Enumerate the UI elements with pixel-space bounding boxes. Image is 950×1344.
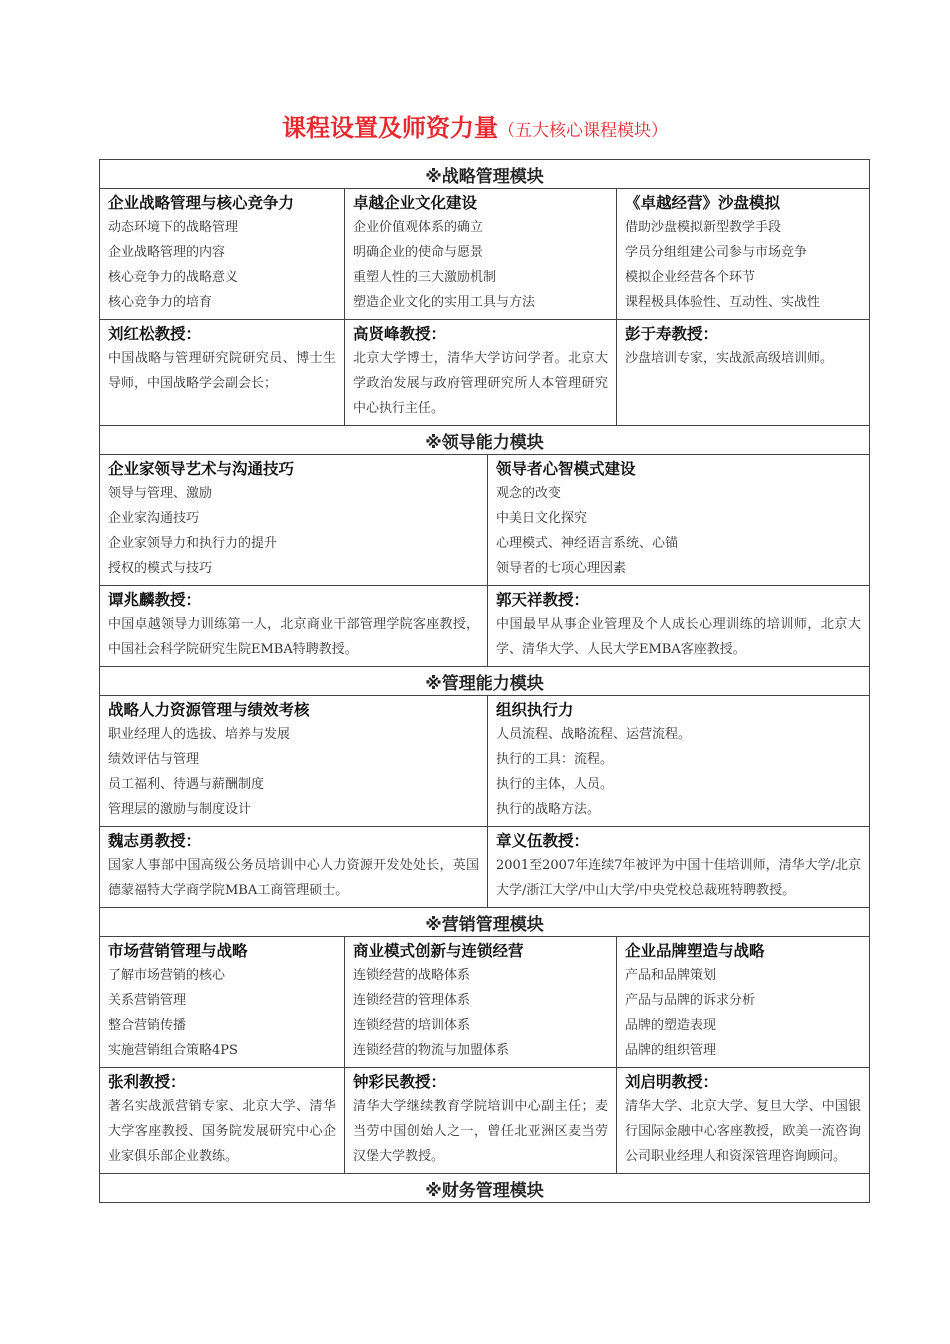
professor-bio: 2001至2007年连续7年被评为中国十佳培训师，清华大学/北京大学/浙江大学/中山大学/中央党校总裁班特聘教授。 bbox=[496, 858, 862, 898]
professor-bio: 中国战略与管理研究院研究员、博士生导师，中国战略学会副会长； bbox=[108, 351, 336, 391]
course-title: 商业模式创新与连锁经营 bbox=[353, 942, 524, 960]
course-cell bbox=[617, 937, 870, 1068]
module-title: ※管理能力模块 bbox=[100, 667, 870, 696]
professor-name: 刘红松教授： bbox=[108, 325, 202, 343]
course-title: 领导者心智模式建设 bbox=[496, 460, 636, 478]
course-item: 产品与品牌的诉求分析 bbox=[625, 993, 756, 1008]
course-item: 管理层的激励与制度设计 bbox=[108, 802, 252, 817]
module-title: ※营销管理模块 bbox=[100, 908, 870, 937]
course-item: 企业家领导力和执行力的提升 bbox=[108, 536, 278, 551]
title-main: 课程设置及师资力量 bbox=[282, 114, 498, 142]
professor-name: 郭天祥教授： bbox=[496, 591, 590, 609]
module-title: ※战略管理模块 bbox=[100, 160, 870, 189]
course-row bbox=[100, 696, 870, 827]
course-item: 学员分组组建公司参与市场竞争 bbox=[625, 245, 808, 260]
course-item: 连锁经营的物流与加盟体系 bbox=[353, 1043, 510, 1058]
course-item: 实施营销组合策略4PS bbox=[108, 1043, 238, 1058]
professor-bio: 著名实战派营销专家、北京大学、清华大学客座教授、国务院发展研究中心企业家俱乐部企业教练。 bbox=[108, 1099, 336, 1164]
professor-bio: 中国最早从事企业管理及个人成长心理训练的培训师，北京大学、清华大学、人民大学EMBA客座教授。 bbox=[496, 617, 862, 657]
course-title: 组织执行力 bbox=[496, 701, 574, 719]
module-header-row bbox=[100, 667, 870, 696]
course-item: 产品和品牌策划 bbox=[625, 968, 717, 983]
professor-cell bbox=[617, 320, 870, 426]
course-cell bbox=[100, 189, 345, 320]
title-sub: （五大核心课程模块） bbox=[498, 121, 668, 141]
professor-name: 钟彩民教授： bbox=[353, 1073, 447, 1091]
professor-cell bbox=[345, 1068, 617, 1174]
course-item: 企业价值观体系的确立 bbox=[353, 220, 484, 235]
professor-bio: 清华大学、北京大学、复旦大学、中国银行国际金融中心客座教授，欧美一流咨询公司职业经理人和资深管理咨询顾问。 bbox=[625, 1099, 862, 1164]
course-item: 心理模式、神经语言系统、心锚 bbox=[496, 536, 679, 551]
professor-cell bbox=[100, 586, 488, 667]
course-item: 职业经理人的选拔、培养与发展 bbox=[108, 727, 291, 742]
professor-cell bbox=[100, 827, 488, 908]
course-item: 执行的战略方法。 bbox=[496, 802, 601, 817]
course-item: 关系营销管理 bbox=[108, 993, 187, 1008]
course-item: 连锁经营的战略体系 bbox=[353, 968, 471, 983]
professor-name: 谭兆麟教授： bbox=[108, 591, 202, 609]
professor-cell bbox=[100, 1068, 345, 1174]
professor-row bbox=[100, 827, 870, 908]
course-item: 品牌的塑造表现 bbox=[625, 1018, 717, 1033]
course-item: 重塑人性的三大激励机制 bbox=[353, 270, 497, 285]
course-item: 塑造企业文化的实用工具与方法 bbox=[353, 295, 536, 310]
curriculum-table bbox=[99, 159, 870, 1203]
professor-bio: 中国卓越领导力训练第一人，北京商业干部管理学院客座教授，中国社会科学院研究生院EMBA特聘教授。 bbox=[108, 617, 479, 657]
professor-cell bbox=[488, 827, 870, 908]
professor-cell bbox=[617, 1068, 870, 1174]
professor-name: 章义伍教授： bbox=[496, 832, 590, 850]
course-cell bbox=[100, 455, 488, 586]
professor-cell bbox=[345, 320, 617, 426]
course-item: 领导与管理、激励 bbox=[108, 486, 213, 501]
course-item: 模拟企业经营各个环节 bbox=[625, 270, 756, 285]
professor-bio: 北京大学博士，清华大学访问学者。北京大学政治发展与政府管理研究所人本管理研究中心执行主任。 bbox=[353, 351, 608, 416]
course-item: 品牌的组织管理 bbox=[625, 1043, 717, 1058]
course-item: 人员流程、战略流程、运营流程。 bbox=[496, 727, 692, 742]
course-title: 卓越企业文化建设 bbox=[353, 194, 478, 212]
course-item: 领导者的七项心理因素 bbox=[496, 561, 627, 576]
course-item: 绩效评估与管理 bbox=[108, 752, 200, 767]
professor-row bbox=[100, 1068, 870, 1174]
course-item: 核心竞争力的战略意义 bbox=[108, 270, 239, 285]
course-row bbox=[100, 189, 870, 320]
course-item: 观念的改变 bbox=[496, 486, 562, 501]
course-item: 企业战略管理的内容 bbox=[108, 245, 226, 260]
module-header-row bbox=[100, 908, 870, 937]
course-cell bbox=[345, 189, 617, 320]
professor-name: 魏志勇教授： bbox=[108, 832, 202, 850]
course-item: 借助沙盘模拟新型教学手段 bbox=[625, 220, 782, 235]
course-item: 授权的模式与技巧 bbox=[108, 561, 213, 576]
course-cell bbox=[345, 937, 617, 1068]
professor-name: 彭于寿教授： bbox=[625, 325, 719, 343]
course-cell bbox=[617, 189, 870, 320]
professor-name: 刘启明教授： bbox=[625, 1073, 719, 1091]
course-item: 员工福利、待遇与薪酬制度 bbox=[108, 777, 265, 792]
module-header-row bbox=[100, 1174, 870, 1203]
professor-row bbox=[100, 320, 870, 426]
course-item: 执行的主体，人员。 bbox=[496, 777, 614, 792]
course-title: 战略人力资源管理与绩效考核 bbox=[108, 701, 310, 719]
course-item: 课程极具体验性、互动性、实战性 bbox=[625, 295, 821, 310]
course-cell bbox=[488, 455, 870, 586]
module-title: ※财务管理模块 bbox=[100, 1174, 870, 1203]
professor-name: 张利教授： bbox=[108, 1073, 186, 1091]
course-item: 核心竞争力的培育 bbox=[108, 295, 213, 310]
course-item: 连锁经营的管理体系 bbox=[353, 993, 471, 1008]
course-row bbox=[100, 455, 870, 586]
course-item: 连锁经营的培训体系 bbox=[353, 1018, 471, 1033]
course-title: 《卓越经营》沙盘模拟 bbox=[625, 194, 781, 212]
course-item: 执行的工具：流程。 bbox=[496, 752, 614, 767]
professor-row bbox=[100, 586, 870, 667]
course-item: 明确企业的使命与愿景 bbox=[353, 245, 484, 260]
module-header-row bbox=[100, 160, 870, 189]
professor-cell bbox=[488, 586, 870, 667]
professor-bio: 国家人事部中国高级公务员培训中心人力资源开发处处长，英国德蒙福特大学商学院MBA工商管理硕士。 bbox=[108, 858, 479, 898]
module-header-row bbox=[100, 426, 870, 455]
professor-bio: 沙盘培训专家，实战派高级培训师。 bbox=[625, 351, 834, 366]
course-item: 中美日文化探究 bbox=[496, 511, 588, 526]
course-item: 企业家沟通技巧 bbox=[108, 511, 200, 526]
course-row bbox=[100, 937, 870, 1068]
course-item: 了解市场营销的核心 bbox=[108, 968, 226, 983]
course-title: 市场营销管理与战略 bbox=[108, 942, 248, 960]
professor-bio: 清华大学继续教育学院培训中心副主任；麦当劳中国创始人之一，曾任北亚洲区麦当劳汉堡大学教授。 bbox=[353, 1099, 608, 1164]
professor-cell bbox=[100, 320, 345, 426]
module-title: ※领导能力模块 bbox=[100, 426, 870, 455]
course-title: 企业战略管理与核心竞争力 bbox=[108, 194, 295, 212]
course-cell bbox=[100, 696, 488, 827]
course-title: 企业品牌塑造与战略 bbox=[625, 942, 765, 960]
course-item: 整合营销传播 bbox=[108, 1018, 187, 1033]
course-title: 企业家领导艺术与沟通技巧 bbox=[108, 460, 295, 478]
course-cell bbox=[100, 937, 345, 1068]
curriculum-table-container bbox=[99, 159, 869, 1203]
course-cell bbox=[488, 696, 870, 827]
professor-name: 高贤峰教授： bbox=[353, 325, 447, 343]
course-item: 动态环境下的战略管理 bbox=[108, 220, 239, 235]
document-title bbox=[0, 108, 950, 143]
